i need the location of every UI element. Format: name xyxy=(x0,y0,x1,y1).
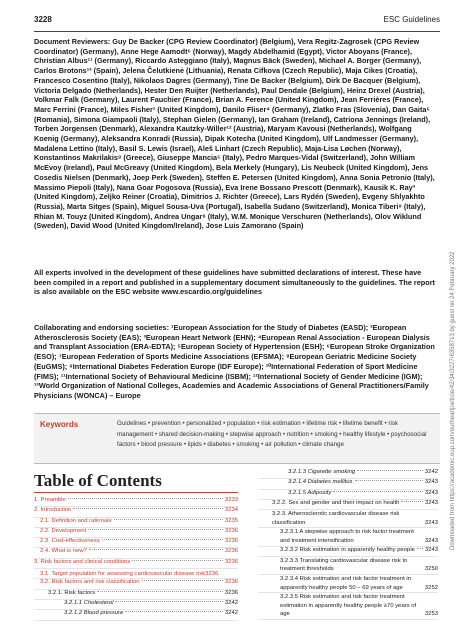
journal-section: ESC Guidelines xyxy=(383,15,440,24)
page-number: 3228 xyxy=(34,15,52,24)
toc-leader-dots xyxy=(417,548,423,549)
toc-leader-dots xyxy=(355,480,423,481)
toc-entry-label: 3.2.1.1 Cholesterol xyxy=(64,599,114,606)
document-reviewers-text: Document Reviewers: Guy De Backer (CPG Review Coordinator) (Belgium), Vera Regitz-Zagrosek (CPG Review Coordinator) (Germany), Anne Hege Aamodt⁶ (Norway), Magdy Abdelhamid (Egypt), Victor Aboyans (France), Christian Albus¹¹ (Germany), Riccardo Asteggiano (Italy), Magnus Bäck (Sweden), Michael A. Borger (Germany), Carlos Brotons¹³ (Spain), Jelena Čelutkienė (Lithuania), Renata Cifkova (Czech Republic), Maja Cikes (Croatia), Francesco Cosentino (Italy), Nikolaos Dagres (Germany), Tine De Backer (Belgium), Dirk De Bacquer (Belgium), Victoria Delgado (Netherlands), Hester Den Ruijter (Netherlands), Paul Dendale (Belgium), Heinz Drexel (Austria), Volkmar Falk (Germany), Laurent Fauchier (France), Brian A. Ference (United Kingdom), Jean Ferrières (France), Marc Ferrini (France), Miles Fisher¹ (United Kingdom), Danilo Fliser⁴ (Germany), Zlatko Fras (Slovenia), Dan Gaita⁵ (Romania), Simona Giampaoli (Italy), Stephan Gielen (Germany), Ian Graham (Ireland), Catriona Jennings (Ireland), Torben Jorgensen (Denmark), Alexandra Kautzky-Willer¹² (Austria), Maryam Kavousi (Netherlands), Wolfgang Koenig (Germany), Aleksandra Konradi (Russia), Dipak Kotecha (United Kingdom), Ulf Landmesser (Germany), Madalena Lettino (Italy), Basil S. Lewis (Israel), Aleš Linhart (Czech Republic), Maja-Lisa Løchen (Norway), Konstantinos Makrilakis⁸ (Greece), Giuseppe Mancia⁵ (Italy), Pedro Marques-Vidal (Switzerland), John William McEvoy (Ireland), Paul McGreavy (United Kingdom), Bela Merkely (Hungary), Lis Neubeck (United Kingdom), Jens Cosedis Nielsen (Denmark), Joep Perk (Sweden), Steffen E. Petersen (United Kingdom), Anna Sonia Petronio (Italy), Massimo Piepoli (Italy), Nana Goar Pogosova (Russia), Eva Irene Bossano Prescott (Denmark), Kausik K. Ray³ (United Kingdom), Zeljko Reiner (Croatia), Dimitrios J. Richter (Greece), Lars Rydén (Sweden), Evgeny Shlyakhto (Russia), Marta Sitges (Spain), Miguel Sousa-Uva (Portugal), Isabella Sudano (Switzerland), Monica Tiberi⁹ (Italy), Rhian M. Touyz (United Kingdom), Andrea Ungar⁸ (Italy), W.M. Monique Verschuren (Netherlands), Olov Wiklund (Sweden), David Wood (United Kingdom/Ireland), Jose Luis Zamorano (Spain) xyxy=(34,37,435,231)
toc-entry-page: 3243 xyxy=(424,537,438,544)
toc-entry[interactable] xyxy=(258,575,438,593)
disclosure xyxy=(34,268,438,297)
toc-entry-label: 3.2.3.5 Risk estimation and risk factor treatment estimation in apparently healthy people ≥70 years of age xyxy=(280,594,417,618)
toc-entry[interactable] xyxy=(34,538,238,548)
toc-entry-page: 3236 xyxy=(224,579,238,586)
toc-entry-page: 3243 xyxy=(424,489,438,496)
collaborating-societies xyxy=(34,323,438,401)
toc-entry[interactable] xyxy=(34,548,238,558)
toc-entry-page: 3252 xyxy=(424,584,438,591)
toc-entry-page: 3242 xyxy=(224,599,238,606)
toc-entry[interactable] xyxy=(34,600,238,610)
toc-entry-page: 3233 xyxy=(224,497,238,503)
toc-leader-dots xyxy=(114,519,223,520)
collaborating-text: Collaborating and endorsing societies: ¹European Association for the Study of Diabetes (EASD); ²European Atherosclerosis Society (EAS); ³European Heart Network (EHN); ⁴European Renal Association - European Dialysis and Transplant Association (ERA-EDTA); ⁵European Society of Hypertension (ESH); ⁶European Stroke Organization (ESO); ⁷European Federation of Sports Medicine Associations (EFSMA); ⁸European Geriatric Medicine Society (EuGMS); ⁹International Diabetes Federation Europe (IDF Europe); ¹⁰International Federation of Sport Medicine (FIMS); ¹¹International Society of Behavioural Medicine (ISBM); ¹²International Society of Gender Medicine (IGM); ¹³World Organization of National Colleges, Academies and Academic Associations of General Practitioners/Family Physicians (WONCA) – Europe xyxy=(34,323,435,400)
toc-entry-label: 3.2.1.3 Cigarette smoking xyxy=(288,469,356,475)
toc-entry[interactable] xyxy=(258,500,438,510)
toc-entry-label: 3.2.2. Sex and gender and their impact on health xyxy=(272,499,400,506)
toc-entry-label: 2.1. Definition and rationale xyxy=(40,517,112,524)
toc-leader-dots xyxy=(357,470,423,471)
toc-left-column xyxy=(34,497,238,621)
toc-entry[interactable] xyxy=(34,610,238,620)
toc-entry[interactable] xyxy=(258,528,438,546)
toc-entry[interactable] xyxy=(258,490,438,500)
toc-entry-page: 3242 xyxy=(424,469,438,475)
toc-entry[interactable] xyxy=(258,469,438,479)
toc-entry-label: 1. Preamble xyxy=(34,497,66,503)
toc-leader-dots xyxy=(88,529,223,530)
toc-entry-label: 3.2. Risk factors and risk classification xyxy=(40,579,140,586)
toc-leader-dots xyxy=(102,539,223,540)
page-header xyxy=(34,15,440,29)
toc-entry-label: 3.2.3. Atherosclerotic cardiovascular disease risk classification xyxy=(272,511,400,526)
toc-entry-page: 3236 xyxy=(224,548,238,555)
keywords-box xyxy=(34,413,440,464)
toc-entry-label: 3.2.3.4 Risk estimation and risk factor treatment in apparently healthy people 50 – 69 years of age xyxy=(280,576,411,591)
keywords-title: Keywords xyxy=(40,420,79,429)
toc-leader-dots xyxy=(73,508,223,509)
toc-leader-dots xyxy=(68,498,223,499)
toc-right-column xyxy=(258,469,438,620)
toc-entry[interactable] xyxy=(34,590,238,600)
toc-entry[interactable] xyxy=(258,510,438,528)
toc-title: Table of Contents xyxy=(34,471,162,490)
keywords-list: Guidelines • prevention • personalized • population • risk estimation • lifetime risk • lifetime benefit • risk management • shared decision-making • stepwise approach • nutrition • smoking • healthy lifestyle • psychosocial factors • blood pressure • lipids • diabetes • smoking • air pollution • climate change xyxy=(117,420,427,448)
toc-entry-page: 3234 xyxy=(224,507,238,514)
header-divider xyxy=(34,31,440,32)
toc-entry-label: 3.2.3.1 A stepwise approach to risk factor treatment and treatment intensification xyxy=(280,529,414,544)
toc-entry[interactable] xyxy=(34,579,238,589)
toc-entry-label: 2. Introduction xyxy=(34,507,72,514)
toc-entry-page: 3243 xyxy=(424,546,438,553)
toc-leader-dots xyxy=(125,611,223,612)
toc-entry-label: 3.2.3.2 Risk estimation in apparently healthy people xyxy=(280,546,415,553)
download-notice xyxy=(450,80,462,550)
toc-entry-page: 3236 xyxy=(224,527,238,534)
toc-entry-page: 3243 xyxy=(424,499,438,506)
toc-entry-label: 2.2. Development xyxy=(40,527,87,534)
toc-entry-label: 2.3. Cost-effectiveness xyxy=(40,538,100,545)
toc-entry[interactable] xyxy=(34,528,238,538)
toc-entry-page: 3243 xyxy=(424,479,438,486)
toc-entry[interactable] xyxy=(258,593,438,620)
toc-title-rule xyxy=(34,492,238,493)
toc-leader-dots xyxy=(142,580,223,581)
toc-leader-dots xyxy=(89,549,223,550)
toc-entry-page: 3236 xyxy=(224,538,238,545)
document-reviewers xyxy=(34,37,438,231)
toc-entry-page: 3235 xyxy=(224,517,238,524)
toc-entry-page: 3242 xyxy=(224,610,238,617)
toc-entry-page: 3243 xyxy=(424,519,438,526)
toc-entry[interactable] xyxy=(258,479,438,489)
toc-entry-label: 3.2.1.2 Blood pressure xyxy=(64,610,124,617)
toc-entry[interactable] xyxy=(34,569,238,579)
toc-entry-page: 3236 xyxy=(224,589,238,596)
toc-entry-label: 3.2.1. Risk factors xyxy=(48,589,96,596)
disclosure-text: All experts involved in the development of these guidelines have submitted declarations of interest. These have been compiled in a report and published in a supplementary document simultaneously to the guidelines. The report is also available on the ESC website www.escardio.org/guidelines xyxy=(34,268,435,297)
toc-entry-page: 3250 xyxy=(424,566,438,573)
toc-leader-dots xyxy=(401,501,422,502)
toc-entry[interactable] xyxy=(34,518,238,528)
download-notice-text: Downloaded from https://academic.oup.com/eurheartj/article/42/34/3227/6358713 by guest on 24 February 2022 xyxy=(450,251,456,550)
toc-leader-dots xyxy=(333,491,423,492)
toc-entry[interactable] xyxy=(258,547,438,557)
toc-entry-page: 3236 xyxy=(224,558,238,565)
toc-entry-page: 3236 xyxy=(205,570,219,577)
toc-entry[interactable] xyxy=(258,557,438,575)
toc-entry-label: 3.2.1.5 Adiposity xyxy=(288,489,332,496)
toc-entry[interactable] xyxy=(34,559,238,569)
toc-entry[interactable] xyxy=(34,497,238,507)
toc-entry-label: 3.2.3.3 Translating cardiovascular disease risk to treatment thresholds xyxy=(280,557,408,573)
toc-entry-page: 3253 xyxy=(424,611,438,618)
toc-entry-label: 2.4. What is new? xyxy=(40,548,87,555)
toc-entry-label: 3.2.1.4 Diabetes mellitus xyxy=(288,479,353,486)
toc-entry-label: 3. Risk factors and clinical conditions xyxy=(34,558,131,565)
toc-leader-dots xyxy=(115,601,222,602)
toc-entry-label: 3.1. Target population for assessing cardiovascular disease risk xyxy=(40,570,206,577)
toc-leader-dots xyxy=(97,591,223,592)
toc-leader-dots xyxy=(132,560,223,561)
toc-entry[interactable] xyxy=(34,507,238,517)
